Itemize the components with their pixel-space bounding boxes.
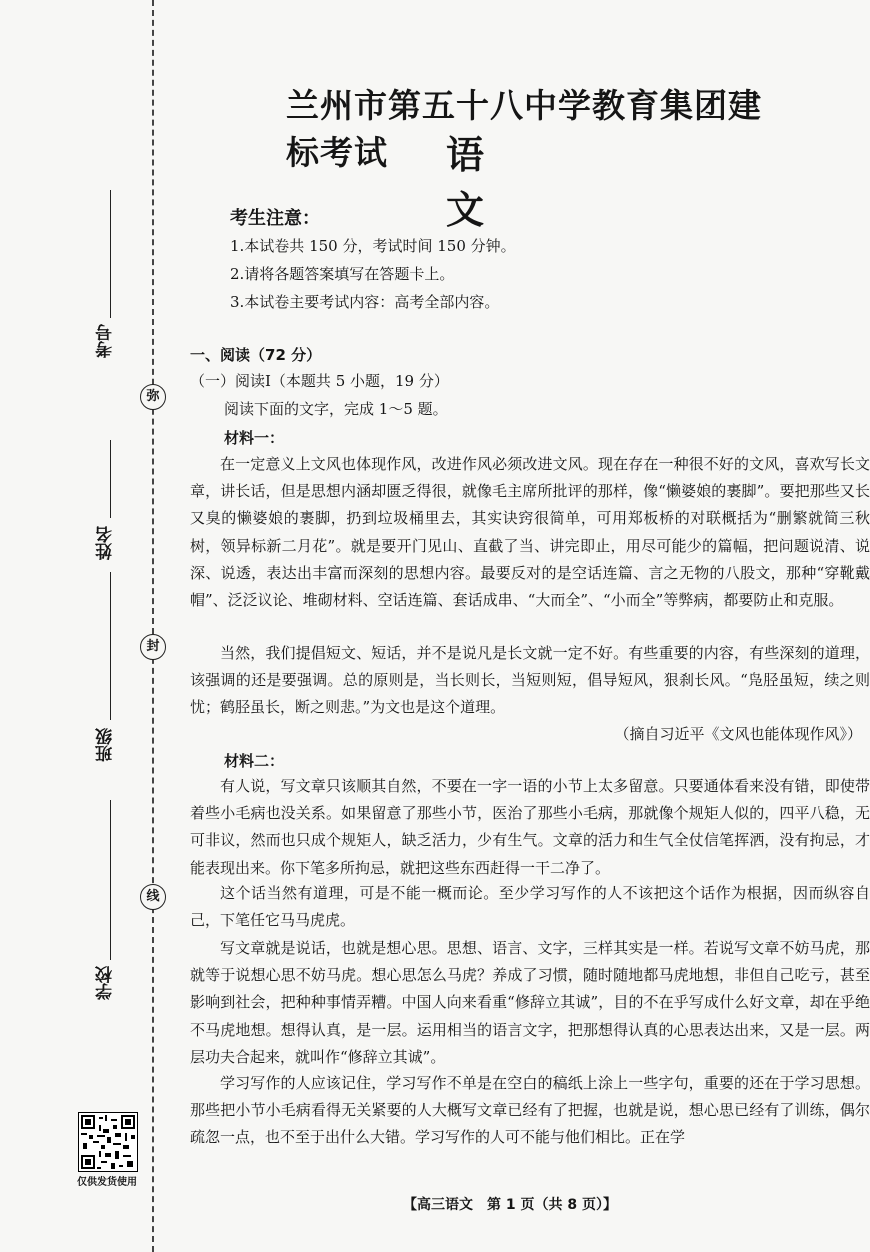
material1-paragraph: 在一定意义上文风也体现作风，改进作风必须改进文风。现在存在一种很不好的文风，喜欢写长文章，讲长话，但是思想内涵却匮乏得很，就像毛主席所批评的那样，像“懒婆娘的裹脚”。要把那些又长又臭的懒婆娘的裹脚，扔到垃圾桶里去，其实诀窍很简单，可用郑板桥的对联概括为“删繁就简三秋树，领异标新二月花”。就是要开门见山、直截了当、讲完即止，用尽可能少的篇幅，把问题说清、说深、说透，表达出丰富而深刻的思想内容。最要反对的是空话连篇、言之无物的八股文，那种“穿靴戴帽”、泛泛议论、堆砌材料、空话连篇、套话成串、“大而全”、“小而全”等弊病，都要防止和克服。: [190, 455, 870, 610]
exam-number-field[interactable]: [93, 190, 133, 370]
reading-instruction: 阅读下面的文字，完成 1～5 题。: [224, 400, 448, 418]
material2-paragraph: 有人说，写文章只该顺其自然，不要在一字一语的小节上太多留意。只要通体看来没有错，即使带着些小毛病也没关系。如果留意了那些小节，医治了那些小毛病，那就像个规矩人似的，四平八稳，无可非议，然而也只成个规矩人，缺乏活力，少有生气。文章的活力和生气全仗信笔挥洒，没有拘忌，才能表现出来。你下笔多所拘忌，就把这些东西赶得一干二净了。: [190, 777, 870, 877]
material2-paragraph: 写文章就是说话，也就是想心思。思想、语言、文字，三样其实是一样。若说写文章不妨马虎，那就等于说想心思不妨马虎。想心思怎么马虎？养成了习惯，随时随地都马虎地想，非但自己吃亏，甚至影响到社会，把种种事情弄糟。中国人向来看重“修辞立其诚”，目的不在乎写成什么好文章，却在乎绝不马虎地想。想得认真，是一层。运用相当的语言文字，把那想得认真的心思表达出来，又是一层。两层功夫合起来，就叫作“修辞立其诚”。: [190, 939, 870, 1066]
exam-number-blank[interactable]: [110, 190, 111, 318]
seal-dashed-line: [152, 0, 154, 1252]
binding-margin: [0, 0, 170, 1252]
material2-paragraph: 学习写作的人应该记住，学习写作不单是在空白的稿纸上涂上一些字句，重要的还在于学习思想。那些把小节小毛病看得无关紧要的人大概写文章已经有了把握，也就是说，想心思已经有了训练，偶尔疏忽一点，也不至于出什么大错。学习写作的人可不能与他们相比。正在学: [190, 1074, 870, 1147]
seal-mark-xian: 线: [140, 884, 166, 910]
material1-label: 材料一：: [224, 429, 285, 447]
name-blank[interactable]: [110, 440, 111, 518]
school-field[interactable]: [93, 800, 133, 1010]
page-footer: 【高三语文 第 1 页（共 8 页）】: [403, 1197, 617, 1213]
material2-label: 材料二：: [224, 752, 285, 770]
qr-caption: 仅供发货使用: [77, 1177, 137, 1188]
school-blank[interactable]: [110, 800, 111, 960]
notice-item: 3.本试卷主要考试内容：高考全部内容。: [230, 293, 500, 311]
name-blank-lower[interactable]: [110, 572, 111, 612]
section-title: 一、阅读（72 分）: [190, 346, 322, 364]
exam-title: 兰州市第五十八中学教育集团建标考试: [286, 86, 762, 172]
name-label: 姓名: [96, 526, 116, 560]
class-blank[interactable]: [110, 610, 111, 720]
name-field[interactable]: [93, 440, 133, 610]
class-field[interactable]: [93, 610, 133, 780]
section-subtitle: （一）阅读Ⅰ（本题共 5 小题，19 分）: [190, 372, 449, 390]
subject-title: 语文: [446, 133, 560, 232]
school-label: 学校: [96, 966, 116, 1000]
seal-mark-feng: 封: [140, 634, 166, 660]
material2-paragraph: 这个话当然有道理，可是不能一概而论。至少学习写作的人不该把这个话作为根据，因而纵容自己，下笔任它马马虎虎。: [190, 884, 870, 930]
notice-item: 1.本试卷共 150 分，考试时间 150 分钟。: [230, 237, 516, 255]
exam-number-label: 考号: [96, 324, 116, 358]
notice-list: [230, 232, 516, 316]
material1-paragraph: 当然，我们提倡短文、短话，并不是说凡是长文就一定不好。有些重要的内容，有些深刻的道理，该强调的还是要强调。总的原则是，当长则长，当短则短，倡导短风，狠刹长风。“凫胫虽短，续之则忧；鹤胫虽长，断之则悲。”为文也是这个道理。: [190, 644, 870, 717]
notice-title: 考生注意：: [230, 208, 320, 229]
material1-source: （摘自习近平《文风也能体现作风》）: [614, 725, 862, 743]
seal-mark-mi: 弥: [140, 384, 166, 410]
qr-code: [78, 1112, 138, 1172]
qr-code-icon: [79, 1113, 137, 1171]
notice-item: 2.请将各题答案填写在答题卡上。: [230, 265, 455, 283]
class-label: 班级: [96, 728, 116, 762]
